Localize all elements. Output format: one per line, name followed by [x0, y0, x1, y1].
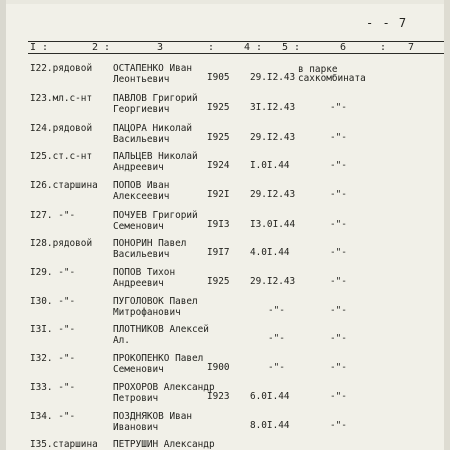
col-header-3-sep: :	[208, 42, 215, 53]
date: 29.I2.43	[250, 72, 296, 83]
patronymic: Иванович	[113, 422, 159, 433]
birth-year: I900	[207, 362, 230, 373]
row-number-rank: I30. -"-	[30, 296, 76, 307]
burial-place: -"-	[330, 305, 347, 316]
surname-first-name: ПОНОРИН Павел	[113, 238, 187, 249]
row-number-rank: I34. -"-	[30, 411, 76, 422]
table-row	[6, 323, 444, 353]
row-number-rank: I32. -"-	[30, 353, 76, 364]
date: I3.0I.44	[250, 219, 296, 230]
row-number-rank: I26.старшина	[30, 180, 98, 191]
date: -"-	[268, 362, 285, 373]
burial-place: -"-	[330, 247, 347, 258]
table-row	[6, 237, 444, 267]
col-header-1: I :	[30, 42, 49, 53]
surname-first-name: ПАЛЬЦЕВ Николай	[113, 151, 198, 162]
surname-first-name: ПРОХОРОВ Александр	[113, 382, 215, 393]
surname-first-name: ПОПОВ Иван	[113, 180, 170, 191]
patronymic: Андреевич	[113, 278, 164, 289]
birth-year: I905	[207, 72, 230, 83]
row-number-rank: I33. -"-	[30, 382, 76, 393]
patronymic: Ал.	[113, 335, 130, 346]
table-row	[6, 352, 444, 382]
burial-place: -"-	[330, 391, 347, 402]
row-number-rank: I23.мл.с-нт	[30, 93, 93, 104]
date: I.0I.44	[250, 160, 290, 171]
patronymic: Георгиевич	[113, 104, 170, 115]
birth-year: I925	[207, 102, 230, 113]
page-edge-right	[444, 0, 450, 450]
table-row	[6, 410, 444, 440]
table-row	[6, 92, 444, 122]
table-row	[6, 381, 444, 411]
table-row	[6, 209, 444, 239]
surname-first-name: ПУГОЛОВОК Павел	[113, 296, 198, 307]
table-row	[6, 266, 444, 296]
document-page	[6, 4, 444, 450]
date: -"-	[268, 305, 285, 316]
row-number-rank: I25.ст.с-нт	[30, 151, 93, 162]
date: -"-	[268, 333, 285, 344]
patronymic: Андреевич	[113, 162, 164, 173]
table-row	[6, 295, 444, 325]
burial-place-line1: в парке	[298, 64, 338, 75]
date: 4.0I.44	[250, 247, 290, 258]
table-row	[6, 438, 444, 450]
birth-year: I924	[207, 160, 230, 171]
table-row	[6, 122, 444, 152]
burial-place: -"-	[330, 219, 347, 230]
patronymic: Васильевич	[113, 249, 170, 260]
burial-place: -"-	[330, 276, 347, 287]
birth-year: I923	[207, 391, 230, 402]
date: 29.I2.43	[250, 189, 296, 200]
patronymic: Петрович	[113, 393, 159, 404]
patronymic: Леонтьевич	[113, 74, 170, 85]
birth-year: I925	[207, 132, 230, 143]
burial-place: -"-	[330, 420, 347, 431]
col-header-6-sep: :	[380, 42, 387, 53]
col-header-4: 4 :	[244, 42, 263, 53]
birth-year: I9I7	[207, 247, 230, 258]
date: 8.0I.44	[250, 420, 290, 431]
row-number-rank: I3I. -"-	[30, 324, 76, 335]
date: 6.0I.44	[250, 391, 290, 402]
burial-place: -"-	[330, 362, 347, 373]
col-header-3: 3	[157, 42, 164, 53]
row-number-rank: I24.рядовой	[30, 123, 93, 134]
surname-first-name: ПОЗДНЯКОВ Иван	[113, 411, 193, 422]
col-header-7: 7	[408, 42, 415, 53]
burial-place-line2: сахкомбината	[298, 73, 366, 84]
surname-first-name: ОСТАПЕНКО Иван	[113, 63, 193, 74]
patronymic: Алексеевич	[113, 191, 170, 202]
burial-place: -"-	[330, 333, 347, 344]
burial-place: -"-	[330, 160, 347, 171]
col-header-5: 5 :	[282, 42, 301, 53]
surname-first-name: ПОПОВ Тихон	[113, 267, 176, 278]
patronymic: Семенович	[113, 221, 164, 232]
col-header-6: 6	[340, 42, 347, 53]
header-rule-bottom	[28, 53, 444, 54]
surname-first-name: ПАЦОРА Николай	[113, 123, 193, 134]
col-header-2: 2 :	[92, 42, 111, 53]
burial-place: -"-	[330, 132, 347, 143]
surname-first-name: ПАВЛОВ Григорий	[113, 93, 198, 104]
burial-place: -"-	[330, 102, 347, 113]
patronymic: Васильевич	[113, 134, 170, 145]
surname-first-name: ПЕТРУШИН Александр	[113, 439, 215, 450]
date: 3I.I2.43	[250, 102, 296, 113]
patronymic: Семенович	[113, 364, 164, 375]
page-number: - - 7	[366, 16, 408, 30]
surname-first-name: ПОЧУЕВ Григорий	[113, 210, 198, 221]
birth-year: I9I3	[207, 219, 230, 230]
row-number-rank: I28.рядовой	[30, 238, 93, 249]
burial-place: -"-	[330, 189, 347, 200]
date: 29.I2.43	[250, 132, 296, 143]
table-row	[6, 62, 444, 92]
birth-year: I92I	[207, 189, 230, 200]
date: 29.I2.43	[250, 276, 296, 287]
row-number-rank: I27. -"-	[30, 210, 76, 221]
table-row	[6, 179, 444, 209]
surname-first-name: ПРОКОПЕНКО Павел	[113, 353, 204, 364]
row-number-rank: I29. -"-	[30, 267, 76, 278]
surname-first-name: ПЛОТНИКОВ Алексей	[113, 324, 209, 335]
table-row	[6, 150, 444, 180]
patronymic: Митрофанович	[113, 307, 181, 318]
row-number-rank: I35.старшина	[30, 439, 98, 450]
birth-year: I925	[207, 276, 230, 287]
row-number-rank: I22.рядовой	[30, 63, 93, 74]
